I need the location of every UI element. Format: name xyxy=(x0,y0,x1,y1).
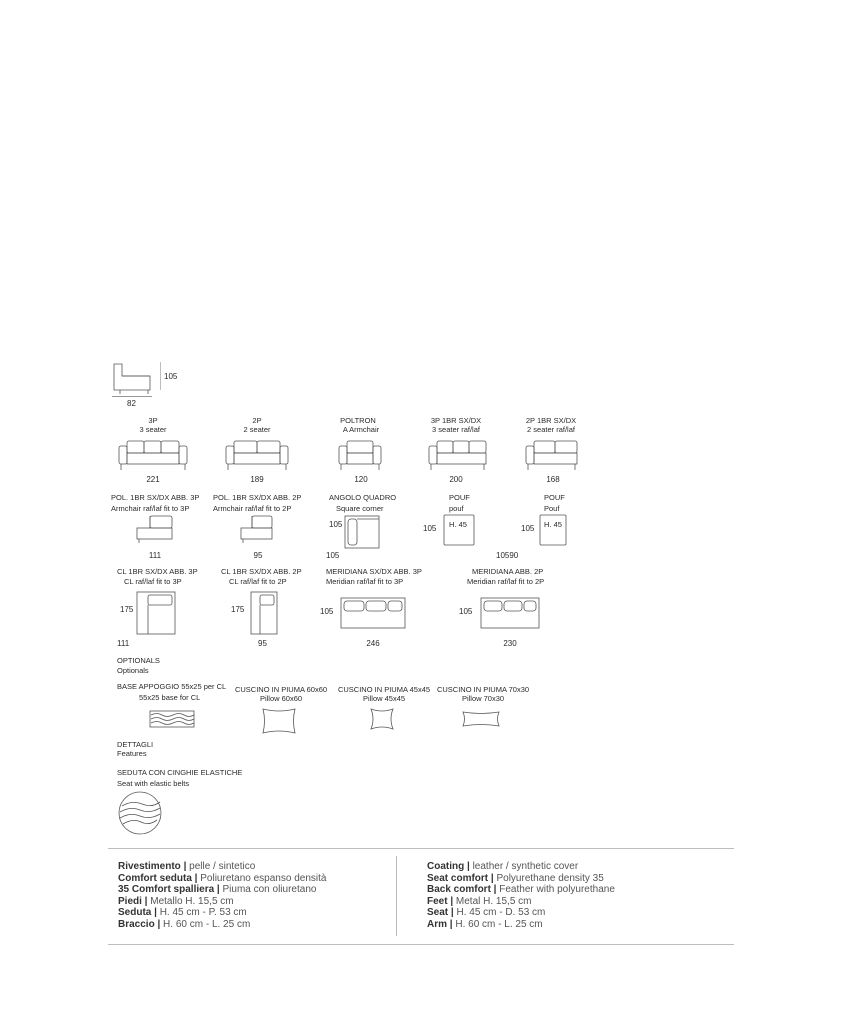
item-name: 2 seater raf/laf xyxy=(527,425,575,434)
optional-name: 55x25 base for CL xyxy=(139,693,201,702)
features-title: DETTAGLI xyxy=(117,740,154,749)
optionals-subtitle: Optionals xyxy=(117,666,149,675)
optional-code: BASE APPOGGIO 55x25 per CL xyxy=(117,682,227,691)
item-code: ANGOLO QUADRO xyxy=(329,493,397,502)
side-profile-drawing xyxy=(110,360,160,400)
sofa-3p-drawing xyxy=(118,440,188,472)
sofa-3p-1br-drawing xyxy=(428,440,488,472)
depth-value: 82 xyxy=(127,399,136,408)
pouf-drawing xyxy=(443,514,475,546)
spec-row-coating-en: Coating | leather / synthetic cover xyxy=(427,861,579,872)
height-value: H. 45 xyxy=(544,520,562,529)
height-value: H. 45 xyxy=(449,520,467,529)
height-value: 105 xyxy=(164,372,178,381)
armchair-drawing xyxy=(338,440,382,472)
spec-row-seat-comfort-en: Seat comfort | Polyurethane density 35 xyxy=(427,872,604,884)
item-name: pouf xyxy=(449,504,464,513)
features-subtitle: Features xyxy=(117,749,147,758)
item-name: Armchair raf/laf fit to 2P xyxy=(213,504,292,513)
pouf-drawing xyxy=(539,514,567,546)
feature-code: SEDUTA CON CINGHIE ELASTICHE xyxy=(117,768,243,777)
depth-value: 175 xyxy=(231,605,245,614)
spec-middle-divider xyxy=(396,856,397,936)
armchair-1br-3p-drawing xyxy=(136,515,174,545)
width-value: 246 xyxy=(366,639,380,648)
item-name: A Armchair xyxy=(342,425,380,434)
depth-value: 105 xyxy=(329,520,343,529)
width-value: 120 xyxy=(354,475,368,484)
optionals-title: OPTIONALS xyxy=(117,656,160,665)
spec-row-arm-it: Braccio | H. 60 cm - L. 25 cm xyxy=(118,918,251,930)
item-code: POUF xyxy=(449,493,470,502)
specs-english xyxy=(427,861,615,930)
item-code: MERIDIANA SX/DX ABB. 3P xyxy=(326,567,422,576)
width-value: 111 xyxy=(117,639,130,648)
width-value: 95 xyxy=(253,551,263,560)
spec-row-seat-comfort-it: Comfort seduta | Poliuretano espanso densità xyxy=(118,872,327,884)
item-name: 2 seater xyxy=(243,425,271,434)
depth-value: 175 xyxy=(120,605,134,614)
optional-code: CUSCINO IN PIUMA 70x30 xyxy=(436,685,530,694)
depth-value: 105 xyxy=(320,607,334,616)
cl-3p-drawing xyxy=(136,591,176,635)
width-value: 111 xyxy=(148,551,162,560)
specs-italian xyxy=(118,861,326,930)
width-value: 221 xyxy=(146,475,160,484)
spec-row-feet-en: Feet | Metal H. 15,5 cm xyxy=(427,895,532,907)
width-value: 200 xyxy=(449,475,463,484)
spec-row-seat-it: Seduta | H. 45 cm - P. 53 cm xyxy=(118,907,247,918)
spec-top-divider xyxy=(108,848,734,849)
spec-row-coating-it: Rivestimento | pelle / sintetico xyxy=(118,861,256,872)
item-name: Armchair raf/laf fit to 3P xyxy=(111,504,190,513)
item-name: 3 seater raf/laf xyxy=(432,425,480,434)
optional-name: Pillow 60x60 xyxy=(259,694,303,703)
base-texture-drawing xyxy=(149,710,195,728)
item-name: Square corner xyxy=(336,504,384,513)
height-dimension-line xyxy=(160,362,161,390)
item-code: 3P 1BR SX/DX xyxy=(430,416,482,425)
cl-2p-drawing xyxy=(250,591,278,635)
item-name: CL raf/laf fit to 3P xyxy=(124,577,182,586)
item-code: CL 1BR SX/DX ABB. 3P xyxy=(117,567,198,576)
optional-name: Pillow 70x30 xyxy=(461,694,505,703)
armchair-1br-2p-drawing xyxy=(240,515,274,545)
optional-code: CUSCINO IN PIUMA 45x45 xyxy=(337,685,431,694)
sofa-2p-drawing xyxy=(225,440,289,472)
depth-value: 105 xyxy=(459,607,473,616)
width-value: 168 xyxy=(546,475,560,484)
square-corner-drawing xyxy=(344,515,380,549)
feature-name: Seat with elastic belts xyxy=(117,779,190,788)
item-code: 2P 1BR SX/DX xyxy=(525,416,577,425)
meridian-2p-drawing xyxy=(480,597,540,629)
spec-row-arm-en: Arm | H. 60 cm - L. 25 cm xyxy=(427,918,543,930)
depth-value: 105 xyxy=(521,524,535,533)
item-name: Pouf xyxy=(544,504,560,513)
item-name: CL raf/laf fit to 2P xyxy=(229,577,287,586)
spec-row-back-comfort-it: 35 Comfort spalliera | Piuma con oliuretano xyxy=(118,884,317,895)
optional-name: Pillow 45x45 xyxy=(362,694,406,703)
elastic-belts-detail-drawing xyxy=(116,790,164,836)
optional-code: CUSCINO IN PIUMA 60x60 xyxy=(234,685,328,694)
spec-row-seat-en: Seat | H. 45 cm - D. 53 cm xyxy=(427,907,546,918)
item-code: 2P xyxy=(252,416,262,425)
item-code: POL. 1BR SX/DX ABB. 3P xyxy=(111,493,200,502)
width-value-combined: 10590 xyxy=(496,551,519,560)
item-name: Meridian raf/laf fit to 2P xyxy=(467,577,545,586)
width-value: 95 xyxy=(258,639,267,648)
pillow-60x60-drawing xyxy=(260,706,298,736)
item-code: 3P xyxy=(148,416,158,425)
spec-row-feet-it: Piedi | Metallo H. 15,5 cm xyxy=(118,895,234,907)
item-code: MERIDIANA ABB. 2P xyxy=(472,567,544,576)
item-code: CL 1BR SX/DX ABB. 2P xyxy=(221,567,302,576)
depth-dimension-line xyxy=(112,396,152,397)
pillow-70x30-drawing xyxy=(461,710,501,728)
spec-row-back-comfort-en: Back comfort | Feather with polyurethane xyxy=(427,884,615,895)
depth-value: 105 xyxy=(423,524,437,533)
item-name: Meridian raf/laf fit to 3P xyxy=(326,577,404,586)
sofa-2p-1br-drawing xyxy=(525,440,579,472)
meridian-3p-drawing xyxy=(340,597,406,629)
item-code: POL. 1BR SX/DX ABB. 2P xyxy=(213,493,302,502)
width-value: 189 xyxy=(250,475,264,484)
spec-bottom-divider xyxy=(108,944,734,945)
width-value: 105 xyxy=(326,551,340,560)
pillow-45x45-drawing xyxy=(369,707,395,731)
width-value: 230 xyxy=(503,639,517,648)
item-code: POUF xyxy=(544,493,565,502)
item-code: POLTRON xyxy=(340,416,376,425)
item-name: 3 seater xyxy=(139,425,167,434)
